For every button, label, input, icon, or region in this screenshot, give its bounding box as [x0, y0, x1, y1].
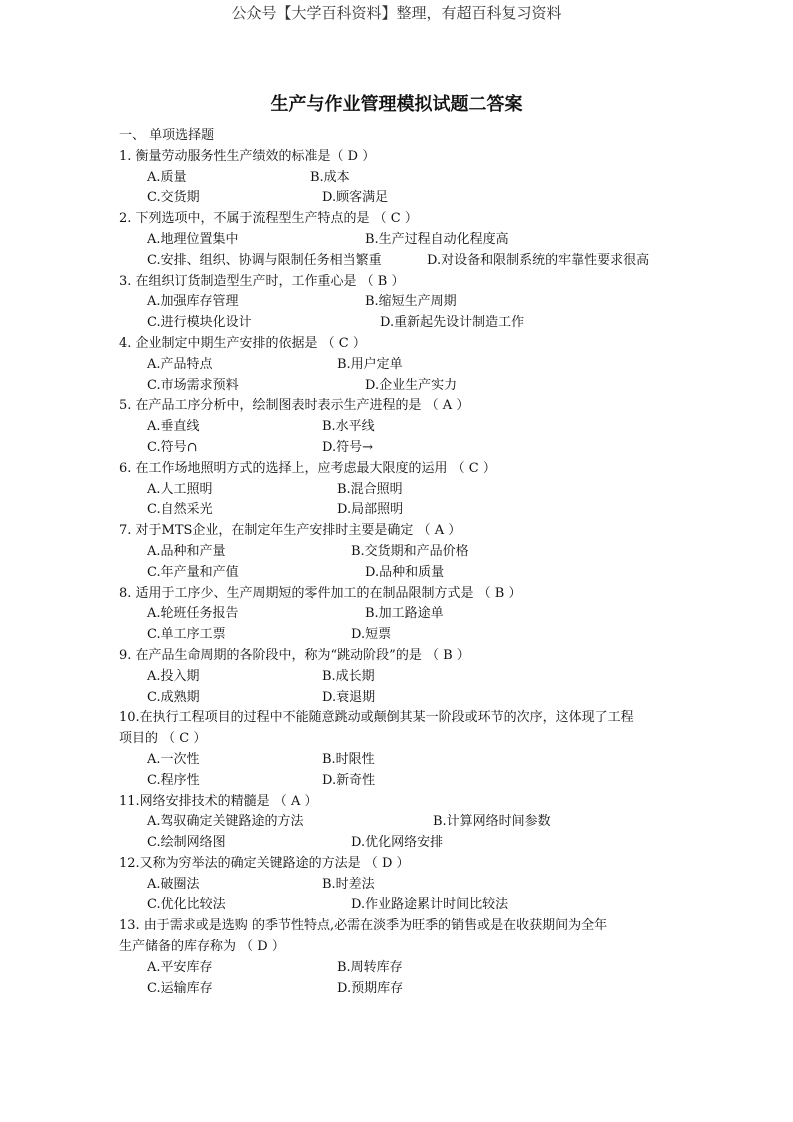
answer-option: C.单工序工票	[147, 627, 226, 643]
answer-option: A.品种和产量	[147, 543, 226, 559]
option-row	[119, 958, 689, 979]
answer-option: A.加强库存管理	[147, 294, 239, 310]
answer-option: A.垂直线	[147, 419, 200, 435]
answer-option: D.作业路途累计时间比较法	[351, 897, 509, 913]
answer-option: C.成熟期	[147, 689, 200, 705]
answer-option: A.人工照明	[147, 481, 213, 497]
answer-option: C.优化比较法	[147, 897, 226, 913]
answer-option: A.破圈法	[147, 876, 200, 892]
option-row	[119, 168, 689, 189]
answer-option: A.质量	[147, 169, 187, 185]
answer-option: C.交货期	[147, 190, 200, 206]
option-row	[119, 417, 689, 438]
question-text: 8. 适用于工序少、生产周期短的零件加工的在制品限制方式是 （ B ）	[119, 585, 522, 601]
option-row	[119, 812, 689, 833]
answer-option: B.交货期和产品价格	[351, 543, 469, 559]
question-text: 2. 下列选项中，不属于流程型生产特点的是 （ C ）	[119, 211, 418, 227]
option-row	[119, 188, 689, 209]
answer-option: D.优化网络安排	[351, 835, 444, 851]
answer-option: A.投入期	[147, 668, 200, 684]
answer-option: D.预期库存	[337, 980, 404, 996]
option-row	[119, 355, 689, 376]
answer-option: D.新奇性	[322, 772, 376, 788]
answer-option: B.时差法	[322, 876, 375, 892]
question-text: 3. 在组织订货制造型生产时，工作重心是 （ B ）	[119, 273, 405, 289]
option-row	[119, 833, 689, 854]
answer-option: B.缩短生产周期	[365, 294, 457, 310]
question-text: 10.在执行工程项目的过程中不能随意跳动或颠倒其某一阶段或环节的次序，这体现了工程	[119, 710, 634, 726]
section-heading: 一、 单项选择题	[119, 128, 215, 143]
question-text: 7. 对于MTS企业，在制定年生产安排时主要是确定 （ A ）	[119, 523, 462, 539]
question-text: 11.网络安排技术的精髓是 （ A ）	[119, 793, 318, 809]
answer-option: C.绘制网络图	[147, 835, 226, 851]
answer-option: B.计算网络时间参数	[433, 814, 551, 830]
option-row	[119, 251, 689, 272]
answer-option: C.年产量和产值	[147, 564, 239, 580]
option-row	[119, 750, 689, 771]
option-row	[119, 979, 689, 1000]
option-row	[119, 376, 689, 397]
page-header: 公众号【大学百科资料】整理，有超百科复习资料	[231, 4, 562, 22]
document-body	[119, 126, 689, 999]
option-row	[119, 292, 689, 313]
option-row	[119, 667, 689, 688]
answer-option: B.加工路途单	[365, 606, 444, 622]
option-row	[119, 500, 689, 521]
option-row	[119, 604, 689, 625]
question-text: 13. 由于需求或是选购 的季节性特点,必需在淡季为旺季的销售或是在收获期间为全年	[119, 918, 608, 934]
document-title: 生产与作业管理模拟试题二答案	[270, 94, 523, 115]
answer-option: D.对设备和限制系统的牢靠性要求很高	[427, 252, 650, 268]
answer-option: A.一次性	[147, 751, 200, 767]
answer-option: A.驾驭确定关键路途的方法	[147, 814, 304, 830]
answer-option: C.程序性	[147, 772, 200, 788]
answer-option: C.自然采光	[147, 502, 213, 518]
question-text: 生产储备的库存称为 （ D ）	[119, 939, 285, 955]
answer-option: D.品种和质量	[365, 564, 445, 580]
answer-option: B.生产过程自动化程度高	[365, 231, 509, 247]
answer-option: B.成本	[310, 169, 350, 185]
question-text: 6. 在工作场地照明方式的选择上，应考虑最大限度的运用 （ C ）	[119, 460, 496, 476]
answer-option: D.符号→	[322, 439, 373, 455]
answer-option: C.安排、组织、协调与限制任务相当繁重	[147, 252, 382, 268]
answer-option: B.水平线	[322, 419, 375, 435]
option-row	[119, 313, 689, 334]
option-row	[119, 688, 689, 709]
answer-option: A.平安库存	[147, 959, 213, 975]
option-row	[119, 563, 689, 584]
option-row	[119, 230, 689, 251]
option-row	[119, 771, 689, 792]
answer-option: D.顾客满足	[322, 190, 389, 206]
answer-option: A.产品特点	[147, 356, 213, 372]
option-row	[119, 895, 689, 916]
option-row	[119, 480, 689, 501]
answer-option: B.时限性	[322, 751, 375, 767]
option-row	[119, 542, 689, 563]
answer-option: D.短票	[351, 627, 392, 643]
option-row	[119, 625, 689, 646]
question-text: 9. 在产品生命周期的各阶段中，称为“跳动阶段”的是 （ B ）	[119, 647, 470, 663]
answer-option: D.企业生产实力	[365, 377, 458, 393]
question-text: 5. 在产品工序分析中，绘制图表时表示生产进程的是 （ A ）	[119, 398, 470, 414]
option-row	[119, 438, 689, 459]
answer-option: C.符号∩	[147, 439, 198, 455]
answer-option: D.重新起先设计制造工作	[380, 315, 525, 331]
question-text: 4. 企业制定中期生产安排的依据是 （ C ）	[119, 335, 366, 351]
answer-option: D.局部照明	[337, 502, 404, 518]
answer-option: B.成长期	[322, 668, 375, 684]
answer-option: B.周转库存	[337, 959, 403, 975]
question-text: 1. 衡量劳动服务性生产绩效的标准是（ D ）	[119, 148, 376, 164]
answer-option: A.轮班任务报告	[147, 606, 239, 622]
answer-option: C.进行模块化设计	[147, 315, 252, 331]
answer-option: B.用户定单	[337, 356, 403, 372]
answer-option: A.地理位置集中	[147, 231, 239, 247]
answer-option: D.衰退期	[322, 689, 376, 705]
option-row	[119, 875, 689, 896]
question-text: 项目的 （ C ）	[119, 731, 207, 747]
answer-option: B.混合照明	[337, 481, 403, 497]
question-text: 12.又称为穷举法的确定关键路途的方法是 （ D ）	[119, 855, 410, 871]
answer-option: C.市场需求预料	[147, 377, 239, 393]
answer-option: C.运输库存	[147, 980, 213, 996]
